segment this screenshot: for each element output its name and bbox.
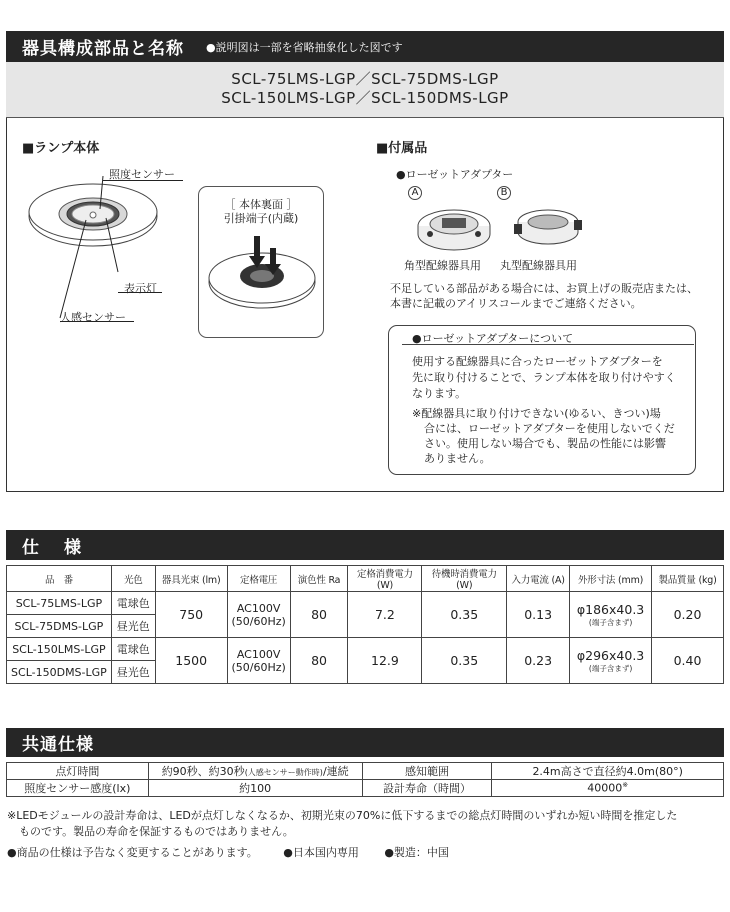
spec-header-cell: 品 番 [7,566,112,592]
dimension-value: φ186x40.3 [576,601,645,617]
adapter-b-illustration [506,196,590,252]
standby-power-cell: 0.35 [422,592,507,638]
adapter-warning [412,406,675,466]
spec-header-cell: 定格消費電力 (W) [348,566,422,592]
current-cell: 0.23 [507,638,570,684]
footnote-line: ※LEDモジュールの設計寿命は、LEDが点灯しなくなるか、初期光束の70%に低下するまでの総点灯時間のいずれか短い時間を推定した [7,809,678,822]
spec-header-cell: 製品質量 (kg) [652,566,724,592]
lighting-time-continuous: /連続 [322,765,349,778]
common-value: 約100 [148,780,362,797]
color-cell: 昼光色 [111,661,155,684]
power-cell: 12.9 [348,638,422,684]
common-label: 点灯時間 [7,763,149,780]
back-view-subtitle: 引掛端子(内蔵) [223,212,299,225]
label-illuminance-sensor: 照度センサー [109,168,175,181]
ra-cell: 80 [290,638,348,684]
color-cell: 電球色 [111,592,155,615]
lamp-heading: ■ランプ本体 [22,141,100,156]
missing-parts-line-1: 不足している部品がある場合には、お買上げの販売店または、 [390,282,698,295]
dimension-note: (端子含まず) [588,663,633,673]
models-line-1: SCL-75LMS-LGP／SCL-75DMS-LGP [231,70,499,88]
adapter-warning-line: 合には、ローゼットアダプターを使用しないでくだ [424,422,675,435]
section-note: ●説明図は一部を省略抽象化した図です [206,40,403,54]
lumen-cell: 750 [155,592,227,638]
voltage-value: AC100V [236,647,281,661]
spec-header-cell: 定格電圧 [227,566,290,592]
section-header-spec [6,530,724,560]
lamp-body-illustration [18,160,193,330]
spec-table [6,565,724,684]
adapter-note-body [412,354,676,402]
common-label: 設計寿命（時間） [362,780,492,797]
dimension-note: (端子含まず) [588,617,633,627]
spec-header-cell: 待機時消費電力 (W) [422,566,507,592]
common-value [492,780,724,797]
adapter-note-line: なります。 [412,387,467,400]
lumen-cell: 1500 [155,638,227,684]
spec-title: 仕 様 [22,537,85,558]
table-row [7,763,724,780]
design-life-mark: ※ [622,781,629,790]
dimension-cell [570,638,652,684]
color-cell: 電球色 [111,638,155,661]
model-cell: SCL-150LMS-LGP [7,638,112,661]
section-header-common [6,728,724,757]
mark-b: B [497,186,511,200]
back-view-illustration [204,226,320,326]
common-spec-table [6,762,724,797]
adapter-note-title: ●ローゼットアダプターについて [412,332,574,345]
current-cell: 0.13 [507,592,570,638]
mark-a: A [408,186,422,200]
spec-header-cell: 光色 [111,566,155,592]
footer-note-origin: ●製造：中国 [384,846,449,859]
voltage-frequency: (50/60Hz) [231,614,286,628]
standby-power-cell: 0.35 [422,638,507,684]
footnote-led [7,808,677,840]
common-label: 感知範囲 [362,763,492,780]
adapter-warning-line: さい。使用しない場合でも、製品の性能には影響 [424,437,666,450]
table-row [7,592,724,615]
adapter-warning-line: ※配線器具に取り付けできない(ゆるい、きつい)場 [412,407,661,420]
footer-note-spec-change: ●商品の仕様は予告なく変更することがあります。 [7,846,258,859]
spec-header-cell: 器具光束 (lm) [155,566,227,592]
spec-header-row [7,566,724,592]
weight-cell: 0.40 [652,638,724,684]
adapter-warning-line: ありません。 [424,452,491,465]
section-header-components [6,31,724,62]
dimension-value: φ296x40.3 [576,647,645,663]
design-life-value: 40000 [587,781,623,795]
spec-header-cell: 入力電流 (A) [507,566,570,592]
lighting-time-note: (人感センサー動作時) [244,768,323,777]
footer-note-domestic: ●日本国内専用 [283,846,359,859]
voltage-frequency: (50/60Hz) [231,660,286,674]
spec-header-cell: 外形寸法 (mm) [570,566,652,592]
voltage-cell [227,592,290,638]
model-cell: SCL-75DMS-LGP [7,615,112,638]
spec-header-cell: 演色性 Ra [290,566,348,592]
common-value: 2.4m高さで直径約4.0m(80°) [492,763,724,780]
voltage-cell [227,638,290,684]
lighting-time-value: 約90秒、約30秒 [161,765,245,778]
common-title: 共通仕様 [22,735,94,755]
caption-adapter-b: 丸型配線器具用 [500,259,577,272]
model-cell: SCL-150DMS-LGP [7,661,112,684]
back-view-title: ［ 本体裏面 ］ [224,198,298,211]
footer-notes [7,845,449,861]
common-label: 照度センサー感度(lx) [7,780,149,797]
adapter-a-illustration [412,196,496,252]
color-cell: 昼光色 [111,615,155,638]
model-cell: SCL-75LMS-LGP [7,592,112,615]
dimension-cell [570,592,652,638]
power-cell: 7.2 [348,592,422,638]
label-indicator: 表示灯 [124,282,157,295]
common-value [148,763,362,780]
model-names [6,62,724,118]
voltage-value: AC100V [236,601,281,615]
missing-parts-line-2: 本書に記載のアイリスコールまでご連絡ください。 [390,297,642,310]
table-row [7,638,724,661]
table-row [7,780,724,797]
models-line-2: SCL-150LMS-LGP／SCL-150DMS-LGP [221,89,509,107]
accessories-heading: ■付属品 [376,141,428,156]
section-title: 器具構成部品と名称 [22,39,184,59]
weight-cell: 0.20 [652,592,724,638]
adapter-note-line: 先に取り付けることで、ランプ本体を取り付けやすく [412,371,676,384]
adapter-note-line: 使用する配線器具に合ったローゼットアダプターを [412,355,663,368]
ra-cell: 80 [290,592,348,638]
label-motion-sensor: 人感センサー [60,311,126,324]
accessory-item: ●ローゼットアダプター [396,168,514,181]
caption-adapter-a: 角型配線器具用 [404,259,481,272]
footnote-line: ものです。製品の寿命を保証するものではありません。 [19,825,294,838]
